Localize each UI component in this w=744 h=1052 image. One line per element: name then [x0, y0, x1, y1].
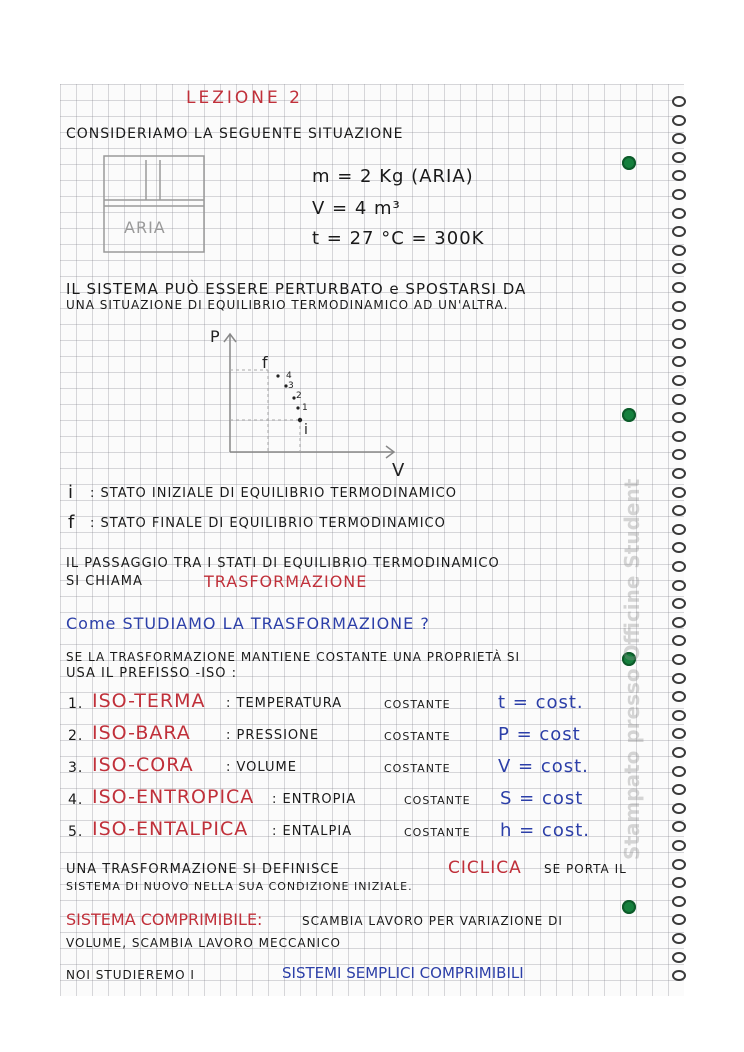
spiral-ring-icon: [672, 115, 686, 126]
prefix-line-1: SE LA TRASFORMAZIONE MANTIENE COSTANTE UNA PROPRIETÀ SI: [66, 650, 521, 664]
iso-number: 3.: [68, 760, 84, 776]
iso-formula: S = cost: [500, 788, 584, 809]
spiral-ring-icon: [672, 542, 686, 553]
spiral-ring-icon: [672, 282, 686, 293]
spiral-ring-icon: [672, 133, 686, 144]
spiral-ring-icon: [672, 728, 686, 739]
simple-compressible-systems: SISTEMI SEMPLICI COMPRIMIBILI: [282, 964, 524, 982]
spiral-ring-icon: [672, 356, 686, 367]
spiral-ring-icon: [672, 766, 686, 777]
punch-hole-icon: [622, 156, 636, 170]
spiral-ring-icon: [672, 375, 686, 386]
passage-line-1: IL PASSAGGIO TRA I STATI DI EQUILIBRIO TERMODINAMICO: [66, 556, 500, 571]
spiral-ring-icon: [672, 635, 686, 646]
iso-constant: COSTANTE: [404, 826, 471, 839]
iso-number: 2.: [68, 728, 84, 744]
perturb-line-2: UNA SITUAZIONE DI EQUILIBRIO TERMODINAMICO AD UN'ALTRA.: [66, 298, 509, 312]
spiral-ring-icon: [672, 524, 686, 535]
iso-name: ISO-CORA: [92, 754, 194, 776]
spiral-ring-icon: [672, 691, 686, 702]
spiral-ring-icon: [672, 840, 686, 851]
compressible-line-1: SCAMBIA LAVORO PER VARIAZIONE DI: [302, 914, 563, 928]
spiral-ring-icon: [672, 412, 686, 423]
spiral-ring-icon: [672, 245, 686, 256]
intro-text: CONSIDERIAMO LA SEGUENTE SITUAZIONE: [66, 126, 404, 142]
cyclic-line-1: UNA TRASFORMAZIONE SI DEFINISCE: [66, 862, 340, 877]
spiral-ring-icon: [672, 468, 686, 479]
spiral-ring-icon: [672, 152, 686, 163]
prefix-line-2: USA IL PREFISSO -ISO :: [66, 666, 238, 681]
spiral-ring-icon: [672, 933, 686, 944]
def-i-text: : STATO INIZIALE DI EQUILIBRIO TERMODINAMICO: [90, 486, 457, 501]
graph-v-label: V: [392, 460, 405, 481]
iso-description: : VOLUME: [226, 760, 297, 775]
cyclic-line-2: SISTEMA DI NUOVO NELLA SUA CONDIZIONE INIZIALE.: [66, 880, 413, 893]
equation-mass: m = 2 Kg (ARIA): [312, 166, 474, 187]
graph-f-label: f: [262, 353, 268, 372]
container-sketch: [100, 150, 210, 260]
spiral-ring-icon: [672, 859, 686, 870]
iso-constant: COSTANTE: [384, 730, 451, 743]
graph-i-label: i: [304, 422, 308, 438]
iso-formula: P = cost: [498, 724, 581, 745]
iso-name: ISO-ENTALPICA: [92, 818, 249, 840]
cyclic-line-1-end: SE PORTA IL: [544, 862, 627, 876]
def-i-symbol: i: [68, 482, 75, 503]
spiral-ring-icon: [672, 561, 686, 572]
spiral-ring-icon: [672, 914, 686, 925]
iso-number: 4.: [68, 792, 84, 808]
iso-number: 1.: [68, 696, 84, 712]
compressible-label: SISTEMA COMPRIMIBILE:: [66, 910, 263, 929]
iso-number: 5.: [68, 824, 84, 840]
spiral-ring-icon: [672, 263, 686, 274]
iso-description: : ENTALPIA: [272, 824, 353, 839]
punch-hole-icon: [622, 408, 636, 422]
spiral-ring-icon: [672, 338, 686, 349]
iso-name: ISO-ENTROPICA: [92, 786, 255, 808]
page-title: LEZIONE 2: [186, 88, 303, 108]
graph-p-label: P: [210, 327, 220, 346]
spiral-ring-icon: [672, 301, 686, 312]
def-f-symbol: f: [68, 512, 76, 533]
spiral-ring-icon: [672, 431, 686, 442]
spiral-ring-icon: [672, 654, 686, 665]
spiral-ring-icon: [672, 617, 686, 628]
spiral-ring-icon: [672, 803, 686, 814]
spiral-ring-icon: [672, 505, 686, 516]
iso-constant: COSTANTE: [384, 698, 451, 711]
question-heading: Come STUDIAMO LA TRASFORMAZIONE ?: [66, 614, 430, 633]
transformation-term: TRASFORMAZIONE: [204, 572, 368, 591]
spiral-ring-icon: [672, 784, 686, 795]
iso-description: : TEMPERATURA: [226, 696, 343, 711]
iso-description: : PRESSIONE: [226, 728, 320, 743]
study-line: NOI STUDIEREMO I: [66, 968, 195, 982]
spiral-ring-icon: [672, 394, 686, 405]
pv-graph: [200, 322, 410, 482]
spiral-ring-icon: [672, 449, 686, 460]
spiral-ring-icon: [672, 226, 686, 237]
spiral-ring-icon: [672, 487, 686, 498]
iso-formula: h = cost.: [500, 820, 590, 841]
iso-formula: V = cost.: [498, 756, 589, 777]
container-label: ARIA: [124, 218, 166, 237]
spiral-ring-icon: [672, 598, 686, 609]
watermark: Stampato presso Officine Student: [620, 478, 644, 860]
graph-point-label: 1: [302, 403, 308, 413]
iso-constant: COSTANTE: [384, 762, 451, 775]
iso-formula: t = cost.: [498, 692, 584, 713]
iso-name: ISO-BARA: [92, 722, 191, 744]
graph-point-label: 3: [288, 381, 294, 391]
graph-point-label: 4: [286, 371, 292, 381]
spiral-ring-icon: [672, 208, 686, 219]
spiral-ring-icon: [672, 710, 686, 721]
spiral-ring-icon: [672, 189, 686, 200]
iso-constant: COSTANTE: [404, 794, 471, 807]
equation-temperature: t = 27 °C = 300K: [312, 228, 485, 249]
spiral-ring-icon: [672, 747, 686, 758]
compressible-line-2: VOLUME, SCAMBIA LAVORO MECCANICO: [66, 936, 341, 950]
iso-name: ISO-TERMA: [92, 690, 206, 712]
graph-point-label: 2: [296, 391, 302, 401]
passage-line-2: SI CHIAMA: [66, 574, 143, 589]
spiral-ring-icon: [672, 952, 686, 963]
spiral-ring-icon: [672, 170, 686, 181]
equation-volume: V = 4 m³: [312, 198, 401, 219]
spiral-ring-icon: [672, 319, 686, 330]
spiral-ring-icon: [672, 821, 686, 832]
def-f-text: : STATO FINALE DI EQUILIBRIO TERMODINAMICO: [90, 516, 446, 531]
spiral-ring-icon: [672, 580, 686, 591]
cyclic-term: CICLICA: [448, 858, 522, 878]
perturb-line-1: IL SISTEMA PUÒ ESSERE PERTURBATO e SPOSTARSI DA: [66, 280, 527, 298]
spiral-ring-icon: [672, 673, 686, 684]
iso-description: : ENTROPIA: [272, 792, 357, 807]
punch-hole-icon: [622, 900, 636, 914]
spiral-ring-icon: [672, 896, 686, 907]
spiral-ring-icon: [672, 970, 686, 981]
spiral-ring-icon: [672, 96, 686, 107]
spiral-ring-icon: [672, 877, 686, 888]
